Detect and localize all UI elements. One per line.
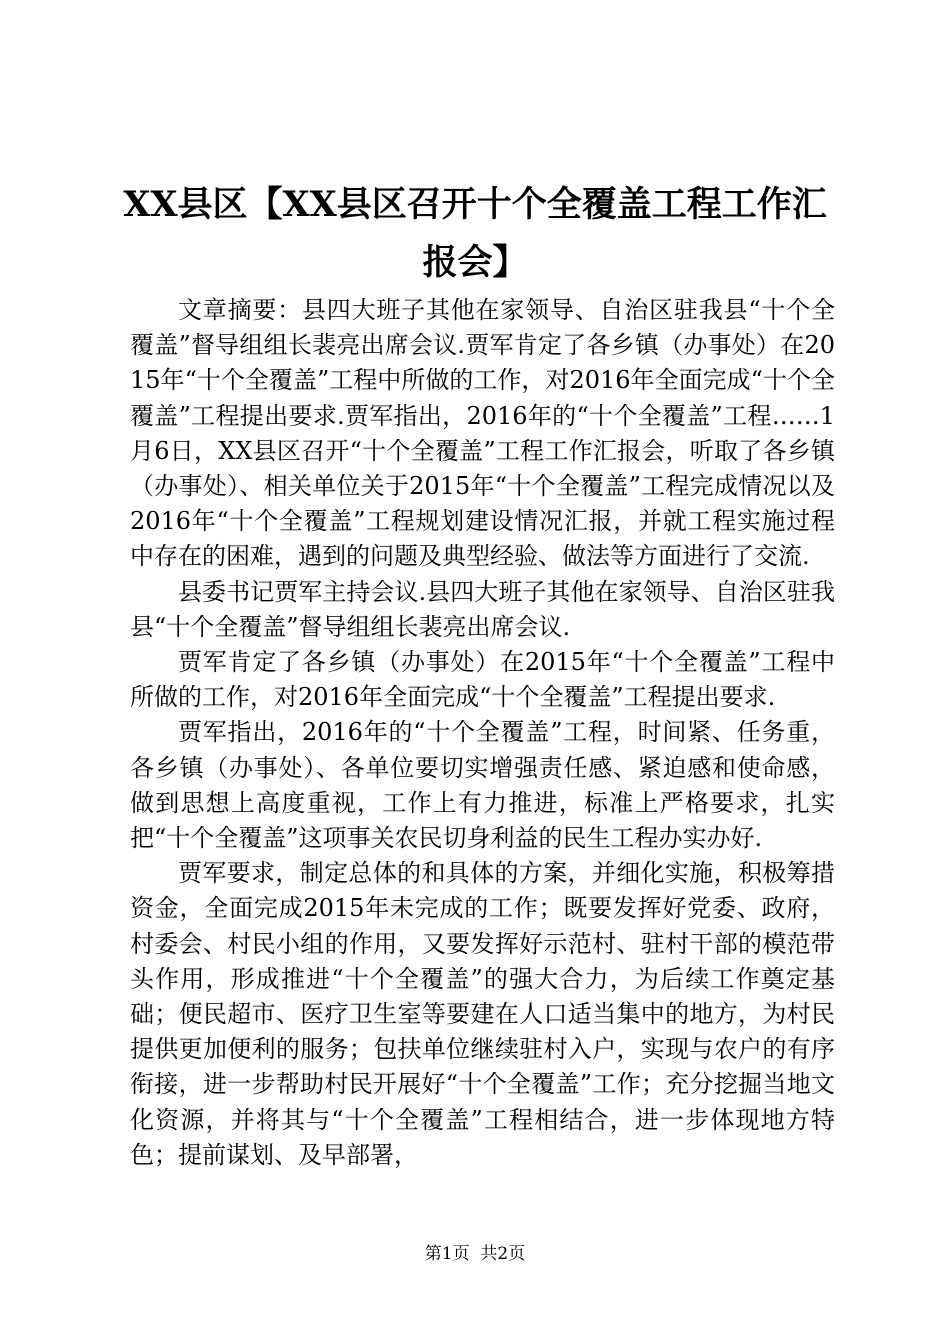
paragraph-point-out: 贾军指出，2016年的“十个全覆盖”工程，时间紧、任务重，各乡镇（办事处）、各单位要切实增强责任感、紧迫感和使命感，做到思想上高度重视，工作上有力推进，标准上严格要求，扎实把“十个全覆盖”这项事关农民切身利益的民生工程办实办好. xyxy=(130,718,835,853)
paragraph-summary: 文章摘要：县四大班子其他在家领导、自治区驻我县“十个全覆盖”督导组组长裴亮出席会议.贾军肯定了各乡镇（办事处）在2015年“十个全覆盖”工程中所做的工作，对2016年全面完成“十个全覆盖”工程提出要求.贾军指出，2016年的“十个全覆盖”工程……1月6日，XX县区召开“十个全覆盖”工程工作汇报会，听取了各乡镇（办事处）、相关单位关于2015年“十个全覆盖”工程完成情况以及2016年“十个全覆盖”工程规划建设情况汇报，并就工程实施过程中存在的困难，遇到的问题及典型经验、做法等方面进行了交流. xyxy=(130,296,835,571)
document-body xyxy=(130,293,835,1173)
page-number: 第1页 xyxy=(424,1244,470,1264)
title-line-1: XX县区【XX县区召开十个全覆盖工程工作汇 xyxy=(123,184,827,225)
title-line-2: 报会】 xyxy=(422,242,528,283)
paragraph-chair: 县委书记贾军主持会议.县四大班子其他在家领导、自治区驻我县“十个全覆盖”督导组组长裴亮出席会议. xyxy=(130,577,835,641)
document-title xyxy=(100,176,850,292)
page-total: 共2页 xyxy=(480,1244,526,1264)
page-footer xyxy=(0,1243,950,1265)
paragraph-requirements: 贾军要求，制定总体的和具体的方案，并细化实施，积极筹措资金，全面完成2015年未完成的工作；既要发挥好党委、政府，村委会、村民小组的作用，又要发挥好示范村、驻村干部的模范带头作用，形成推进“十个全覆盖”的强大合力，为后续工作奠定基础；便民超市、医疗卫生室等要建在人口适当集中的地方，为村民提供更加便利的服务；包扶单位继续驻村入户，实现与农户的有序衔接，进一步帮助村民开展好“十个全覆盖”工作；充分挖掘当地文化资源，并将其与“十个全覆盖”工程相结合，进一步体现地方特色；提前谋划、及早部署， xyxy=(130,859,835,1169)
paragraph-affirm: 贾军肯定了各乡镇（办事处）在2015年“十个全覆盖”工程中所做的工作，对2016年全面完成“十个全覆盖”工程提出要求. xyxy=(130,648,835,712)
